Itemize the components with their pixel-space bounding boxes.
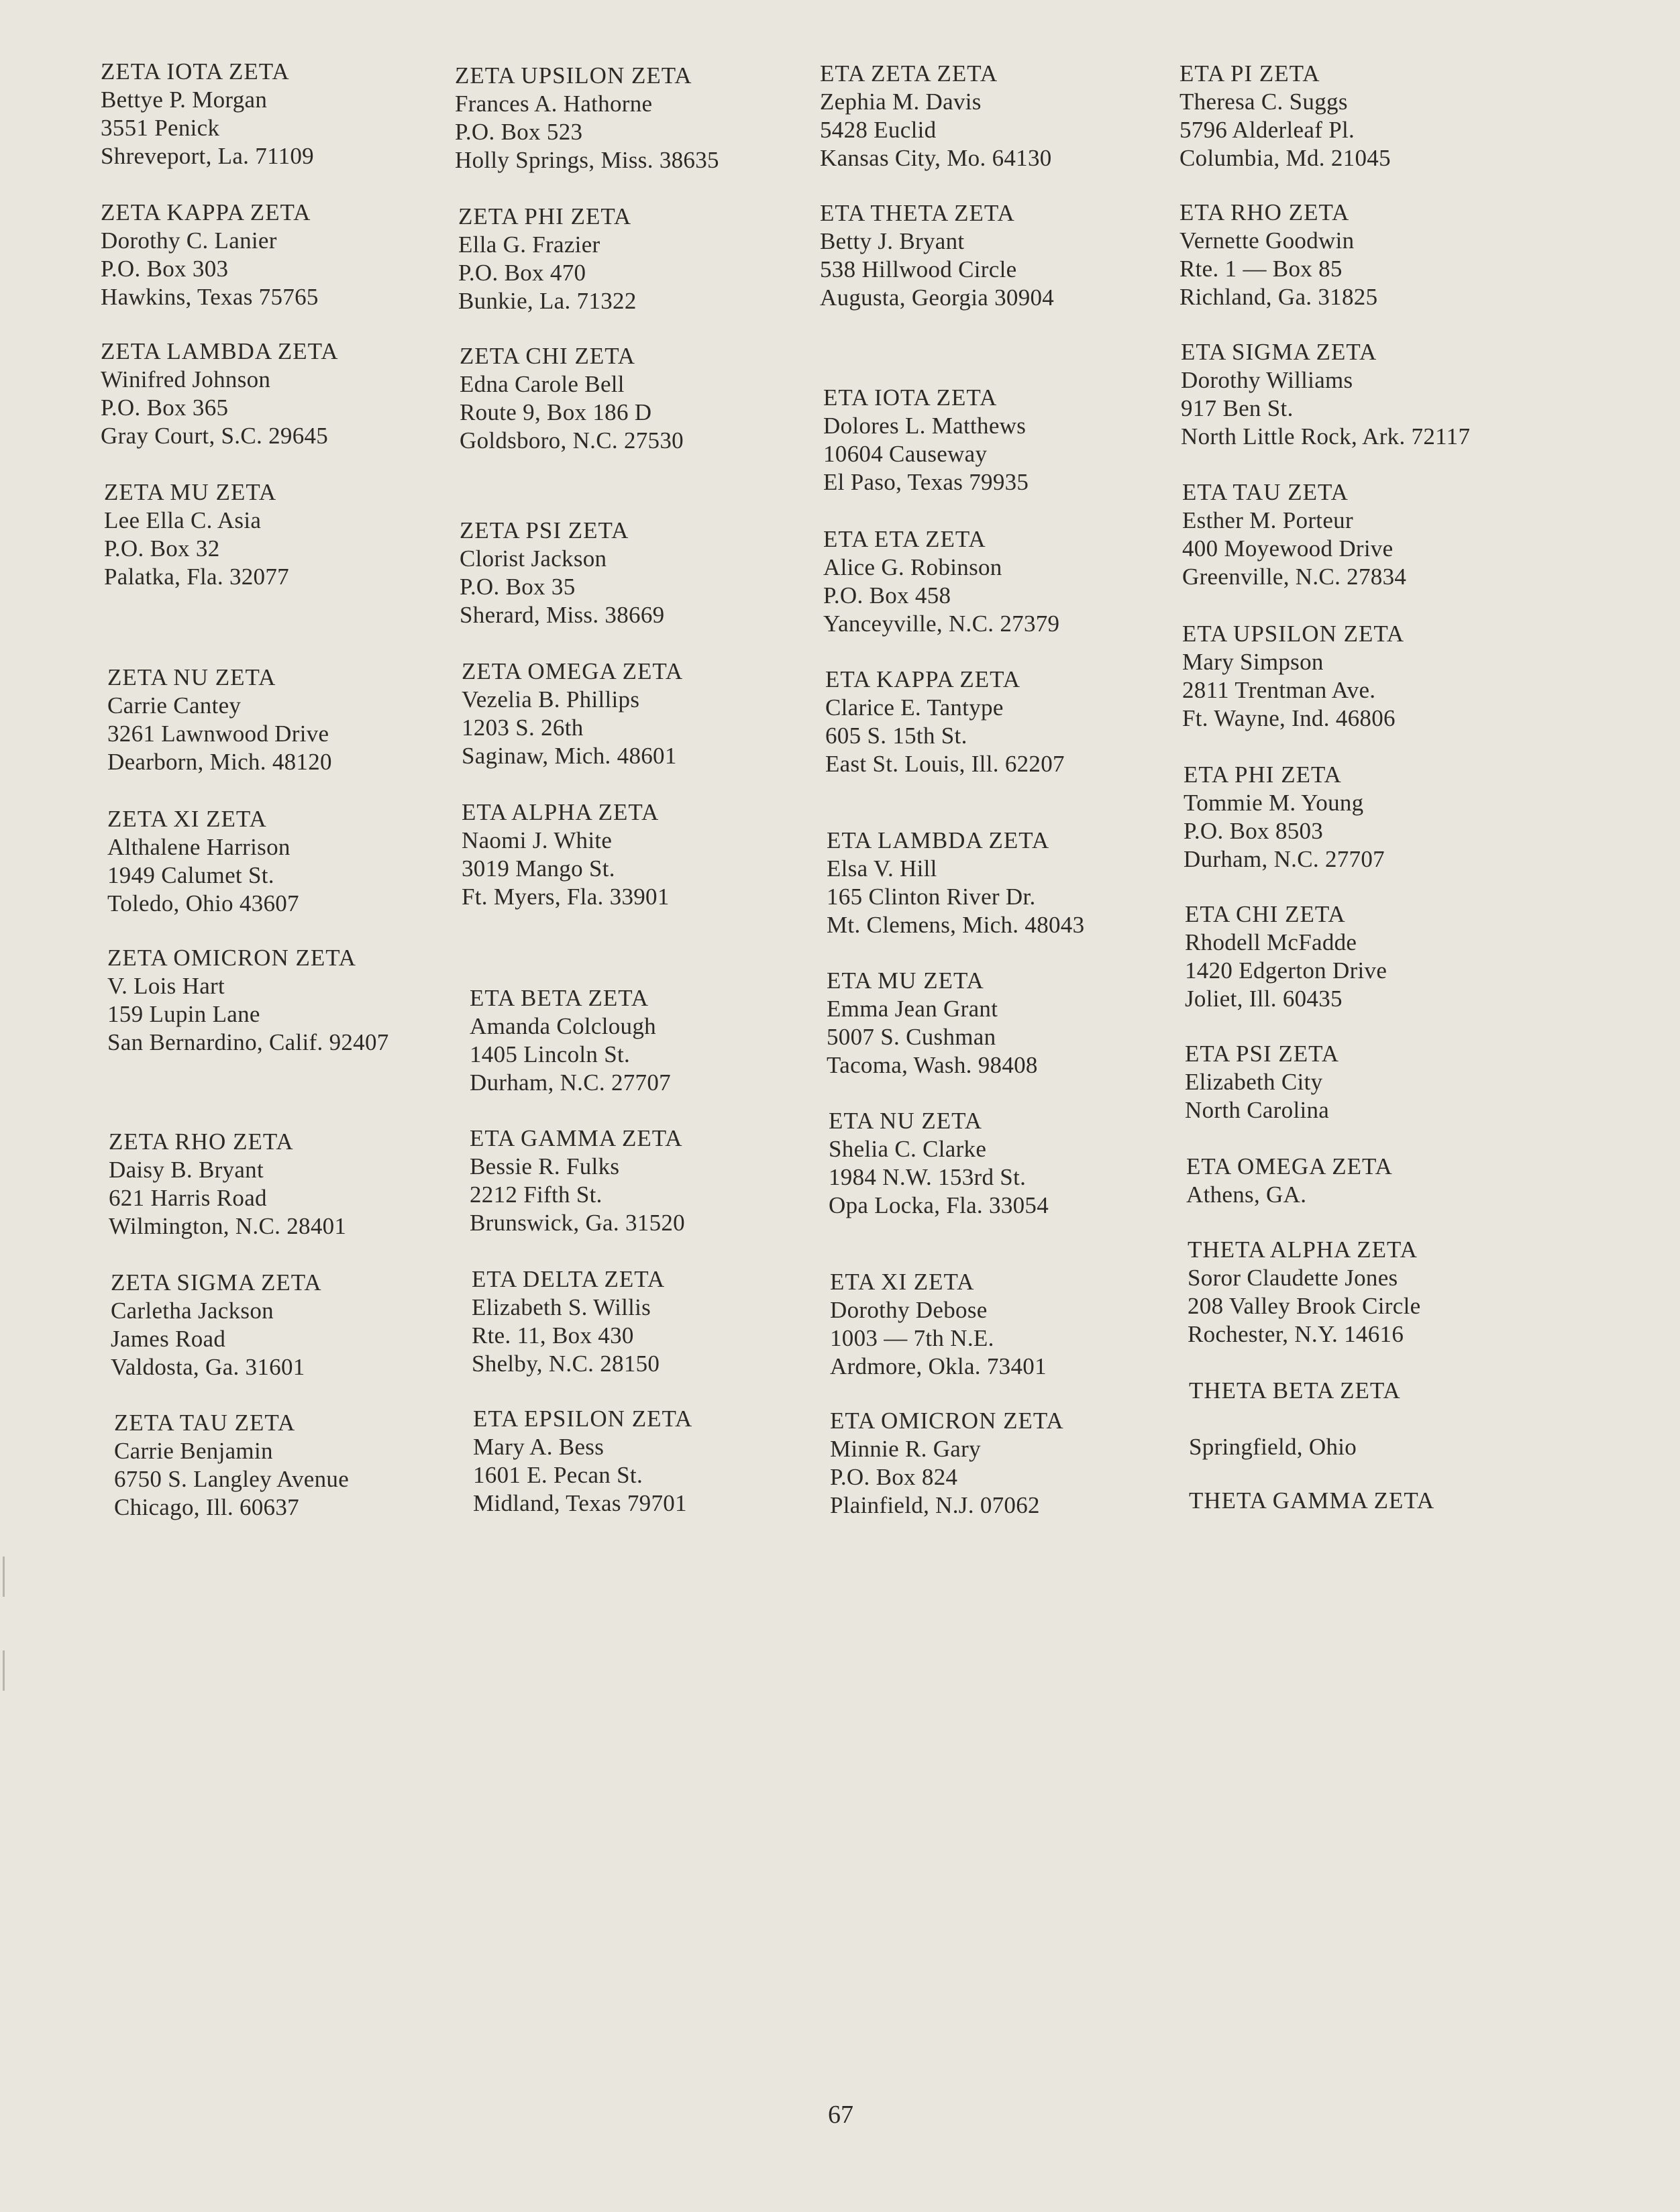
- chapter-name: ETA BETA ZETA: [470, 985, 649, 1011]
- street-address: 1003 — 7th N.E.: [830, 1325, 994, 1351]
- city-state-zip: Valdosta, Ga. 31601: [111, 1354, 305, 1380]
- entry: [470, 1124, 685, 1237]
- contact-name: Dolores L. Matthews: [823, 413, 1027, 439]
- city-state-zip: Columbia, Md. 21045: [1179, 145, 1391, 171]
- contact-name: Carrie Benjamin: [114, 1438, 273, 1464]
- city-state-zip: Durham, N.C. 27707: [1184, 846, 1385, 872]
- contact-name: Dorothy C. Lanier: [101, 227, 277, 254]
- street-address: 400 Moyewood Drive: [1182, 535, 1394, 562]
- city-state-zip: Wilmington, N.C. 28401: [109, 1213, 347, 1239]
- entry: [1179, 199, 1377, 311]
- chapter-name: ETA GAMMA ZETA: [470, 1125, 683, 1151]
- street-address: P.O. Box 32: [104, 535, 220, 562]
- entry: [455, 62, 719, 174]
- entry: [1185, 1040, 1339, 1124]
- street-address: 1601 E. Pecan St.: [473, 1462, 643, 1488]
- entry: [107, 805, 299, 918]
- chapter-name: ZETA KAPPA ZETA: [101, 199, 311, 225]
- entry: [1189, 1377, 1401, 1461]
- chapter-name: ZETA PSI ZETA: [460, 517, 629, 543]
- entry: [830, 1407, 1064, 1520]
- chapter-name: ETA CHI ZETA: [1185, 901, 1346, 927]
- entry: [823, 525, 1059, 638]
- contact-name: Zephia M. Davis: [820, 89, 982, 115]
- city-state-zip: Palatka, Fla. 32077: [104, 564, 289, 590]
- margin-mark: [3, 1557, 5, 1597]
- city-state-zip: Hawkins, Texas 75765: [101, 284, 319, 310]
- entry: [827, 967, 1038, 1079]
- contact-name: Rhodell McFadde: [1185, 929, 1357, 955]
- street-address: 159 Lupin Lane: [107, 1001, 260, 1027]
- contact-name: Amanda Colclough: [470, 1013, 656, 1039]
- contact-name: Emma Jean Grant: [827, 996, 998, 1022]
- street-address: 208 Valley Brook Circle: [1188, 1293, 1421, 1319]
- contact-name: Mary A. Bess: [473, 1434, 605, 1460]
- contact-name: Elizabeth City: [1185, 1069, 1323, 1095]
- city-state-zip: Bunkie, La. 71322: [458, 288, 637, 314]
- entry: [107, 944, 389, 1057]
- city-state-zip: San Bernardino, Calif. 92407: [107, 1029, 389, 1055]
- entry: [111, 1269, 322, 1381]
- contact-name: Shelia C. Clarke: [829, 1136, 987, 1162]
- entry: [473, 1405, 692, 1518]
- city-state-zip: Springfield, Ohio: [1189, 1434, 1357, 1460]
- contact-name: Lee Ella C. Asia: [104, 507, 262, 533]
- entry: [1189, 1487, 1434, 1515]
- chapter-name: ETA PI ZETA: [1179, 60, 1320, 87]
- city-state-zip: Sherard, Miss. 38669: [460, 602, 665, 628]
- street-address: 3019 Mango St.: [462, 855, 615, 882]
- margin-mark: [3, 1650, 5, 1691]
- contact-name: Minnie R. Gary: [830, 1436, 981, 1462]
- contact-name: Frances A. Hathorne: [455, 91, 653, 117]
- entry: [1186, 1153, 1393, 1209]
- entry: [830, 1268, 1047, 1381]
- chapter-name: ETA TAU ZETA: [1182, 479, 1349, 505]
- city-state-zip: Shelby, N.C. 28150: [472, 1351, 660, 1377]
- contact-name: Elsa V. Hill: [827, 855, 937, 882]
- entry: [101, 58, 314, 170]
- contact-name: Althalene Harrison: [107, 834, 291, 860]
- street-address: P.O. Box 523: [455, 119, 583, 145]
- street-address: 538 Hillwood Circle: [820, 256, 1017, 282]
- street-address: James Road: [111, 1326, 226, 1352]
- street-address: P.O. Box 35: [460, 574, 576, 600]
- entry: [462, 657, 683, 770]
- entry: [104, 478, 289, 591]
- page-number: 67: [828, 2101, 853, 2129]
- contact-name: Elizabeth S. Willis: [472, 1294, 651, 1320]
- entry: [107, 664, 332, 776]
- street-address: 5428 Euclid: [820, 117, 937, 143]
- entry: [1188, 1236, 1420, 1349]
- chapter-name: ZETA CHI ZETA: [460, 343, 636, 369]
- chapter-name: ETA UPSILON ZETA: [1182, 621, 1405, 647]
- chapter-name: ETA THETA ZETA: [820, 200, 1015, 226]
- street-address: 1420 Edgerton Drive: [1185, 957, 1387, 984]
- city-state-zip: Gray Court, S.C. 29645: [101, 423, 329, 449]
- chapter-name: ZETA SIGMA ZETA: [111, 1269, 322, 1296]
- entry: [823, 384, 1029, 496]
- entry: [114, 1409, 349, 1522]
- street-address: 3261 Lawnwood Drive: [107, 721, 329, 747]
- entry: [458, 203, 637, 315]
- contact-name: Vezelia B. Phillips: [462, 686, 640, 713]
- contact-name: Tommie M. Young: [1184, 790, 1364, 816]
- city-state-zip: Holly Springs, Miss. 38635: [455, 147, 719, 173]
- street-address: 2212 Fifth St.: [470, 1181, 602, 1208]
- contact-name: Dorothy Debose: [830, 1297, 988, 1323]
- contact-name: Ella G. Frazier: [458, 231, 600, 258]
- contact-name: Carrie Cantey: [107, 692, 242, 719]
- street-address: Rte. 1 — Box 85: [1179, 256, 1343, 282]
- city-state-zip: Shreveport, La. 71109: [101, 143, 314, 169]
- contact-name: Soror Claudette Jones: [1188, 1265, 1398, 1291]
- street-address: Route 9, Box 186 D: [460, 399, 652, 425]
- entry: [1179, 60, 1391, 172]
- city-state-zip: North Little Rock, Ark. 72117: [1181, 423, 1471, 450]
- contact-name: Betty J. Bryant: [820, 228, 965, 254]
- chapter-name: ETA PHI ZETA: [1184, 761, 1342, 788]
- city-state-zip: El Paso, Texas 79935: [823, 469, 1029, 495]
- city-state-zip: Rochester, N.Y. 14616: [1188, 1321, 1404, 1347]
- city-state-zip: Ardmore, Okla. 73401: [830, 1353, 1047, 1379]
- chapter-name: ZETA TAU ZETA: [114, 1410, 296, 1436]
- chapter-name: THETA BETA ZETA: [1189, 1377, 1401, 1404]
- chapter-name: ETA OMEGA ZETA: [1186, 1153, 1393, 1179]
- chapter-name: THETA GAMMA ZETA: [1189, 1487, 1435, 1514]
- chapter-name: ZETA PHI ZETA: [458, 203, 632, 229]
- entry: [1182, 478, 1406, 591]
- chapter-name: ETA OMICRON ZETA: [830, 1408, 1064, 1434]
- entry: [825, 666, 1065, 778]
- entry: [1181, 338, 1470, 451]
- entry: [460, 517, 664, 629]
- chapter-name: ETA ALPHA ZETA: [462, 799, 660, 825]
- city-state-zip: Augusta, Georgia 30904: [820, 284, 1055, 311]
- street-address: 605 S. 15th St.: [825, 723, 967, 749]
- city-state-zip: Midland, Texas 79701: [473, 1490, 687, 1516]
- street-address: 5007 S. Cushman: [827, 1024, 996, 1050]
- street-address: 165 Clinton River Dr.: [827, 884, 1036, 910]
- city-state-zip: Joliet, Ill. 60435: [1185, 986, 1343, 1012]
- city-state-zip: Goldsboro, N.C. 27530: [460, 427, 684, 454]
- street-address: Rte. 11, Box 430: [472, 1322, 634, 1349]
- street-address: P.O. Box 8503: [1184, 818, 1324, 844]
- chapter-name: ETA EPSILON ZETA: [473, 1406, 693, 1432]
- city-state-zip: Chicago, Ill. 60637: [114, 1494, 299, 1520]
- chapter-name: ZETA OMEGA ZETA: [462, 658, 684, 684]
- chapter-name: ETA PSI ZETA: [1185, 1041, 1339, 1067]
- city-state-zip: Plainfield, N.J. 07062: [830, 1492, 1040, 1518]
- entry: [827, 827, 1084, 939]
- street-address: 2811 Trentman Ave.: [1182, 677, 1376, 703]
- city-state-zip: Tacoma, Wash. 98408: [827, 1052, 1038, 1078]
- chapter-name: THETA ALPHA ZETA: [1188, 1236, 1418, 1263]
- street-address: 5796 Alderleaf Pl.: [1179, 117, 1355, 143]
- street-address: P.O. Box 458: [823, 582, 951, 609]
- city-state-zip: East St. Louis, Ill. 62207: [825, 751, 1065, 777]
- city-state-zip: Ft. Wayne, Ind. 46806: [1182, 705, 1396, 731]
- chapter-name: ZETA NU ZETA: [107, 664, 276, 690]
- city-state-zip: Richland, Ga. 31825: [1179, 284, 1378, 310]
- city-state-zip: Opa Locka, Fla. 33054: [829, 1192, 1049, 1218]
- entry: [1184, 761, 1385, 874]
- street-address: P.O. Box 365: [101, 394, 229, 421]
- entry: [1182, 620, 1404, 733]
- city-state-zip: Kansas City, Mo. 64130: [820, 145, 1052, 171]
- chapter-name: ETA LAMBDA ZETA: [827, 827, 1050, 853]
- entry: [1185, 900, 1387, 1013]
- city-state-zip: Dearborn, Mich. 48120: [107, 749, 332, 775]
- chapter-name: ETA MU ZETA: [827, 967, 984, 994]
- city-state-zip: North Carolina: [1185, 1097, 1330, 1123]
- entry: [820, 199, 1054, 312]
- street-address: 3551 Penick: [101, 115, 220, 141]
- contact-name: Bessie R. Fulks: [470, 1153, 620, 1179]
- entry: [460, 342, 684, 455]
- entry: [472, 1265, 665, 1378]
- contact-name: Esther M. Porteur: [1182, 507, 1353, 533]
- contact-name: Clarice E. Tantype: [825, 694, 1004, 721]
- contact-name: Edna Carole Bell: [460, 371, 625, 397]
- chapter-name: ZETA MU ZETA: [104, 479, 277, 505]
- entry: [109, 1128, 346, 1241]
- contact-name: Clorist Jackson: [460, 545, 607, 572]
- city-state-zip: Brunswick, Ga. 31520: [470, 1210, 685, 1236]
- contact-name: Daisy B. Bryant: [109, 1157, 264, 1183]
- street-address: 1203 S. 26th: [462, 715, 584, 741]
- chapter-name: ETA ETA ZETA: [823, 526, 986, 552]
- chapter-name: ZETA RHO ZETA: [109, 1128, 294, 1155]
- contact-name: Vernette Goodwin: [1179, 227, 1355, 254]
- street-address: 1984 N.W. 153rd St.: [829, 1164, 1027, 1190]
- city-state-zip: Toledo, Ohio 43607: [107, 890, 299, 916]
- street-address: P.O. Box 824: [830, 1464, 958, 1490]
- street-address: P.O. Box 303: [101, 256, 229, 282]
- city-state-zip: Mt. Clemens, Mich. 48043: [827, 912, 1085, 938]
- chapter-name: ZETA OMICRON ZETA: [107, 945, 357, 971]
- entry: [462, 798, 670, 911]
- contact-name: V. Lois Hart: [107, 973, 225, 999]
- contact-name: Naomi J. White: [462, 827, 613, 853]
- entry: [470, 984, 671, 1097]
- street-address: 6750 S. Langley Avenue: [114, 1466, 350, 1492]
- contact-name: Alice G. Robinson: [823, 554, 1002, 580]
- contact-name: Winifred Johnson: [101, 366, 271, 392]
- chapter-name: ETA ZETA ZETA: [820, 60, 998, 87]
- city-state-zip: Greenville, N.C. 27834: [1182, 564, 1407, 590]
- chapter-name: ETA XI ZETA: [830, 1269, 975, 1295]
- city-state-zip: Durham, N.C. 27707: [470, 1069, 671, 1096]
- contact-name: Bettye P. Morgan: [101, 87, 268, 113]
- contact-name: Theresa C. Suggs: [1179, 89, 1348, 115]
- street-address: 1405 Lincoln St.: [470, 1041, 631, 1067]
- street-address: 917 Ben St.: [1181, 395, 1294, 421]
- city-state-zip: Ft. Myers, Fla. 33901: [462, 884, 670, 910]
- city-state-zip: Saginaw, Mich. 48601: [462, 743, 677, 769]
- contact-name: Mary Simpson: [1182, 649, 1324, 675]
- chapter-name: ZETA UPSILON ZETA: [455, 62, 692, 89]
- city-state-zip: Athens, GA.: [1186, 1181, 1307, 1208]
- city-state-zip: Yanceyville, N.C. 27379: [823, 611, 1060, 637]
- entry: [101, 199, 319, 311]
- contact-name: Carletha Jackson: [111, 1298, 274, 1324]
- chapter-name: ZETA IOTA ZETA: [101, 58, 290, 85]
- chapter-name: ETA RHO ZETA: [1179, 199, 1350, 225]
- entry: [829, 1107, 1049, 1220]
- chapter-name: ETA DELTA ZETA: [472, 1266, 666, 1292]
- contact-name: Dorothy Williams: [1181, 367, 1353, 393]
- chapter-name: ETA KAPPA ZETA: [825, 666, 1021, 692]
- chapter-name: ZETA XI ZETA: [107, 806, 267, 832]
- chapter-name: ZETA LAMBDA ZETA: [101, 338, 339, 364]
- street-address: 10604 Causeway: [823, 441, 988, 467]
- chapter-name: ETA SIGMA ZETA: [1181, 339, 1377, 365]
- contact-name: [1189, 1405, 1401, 1433]
- entry: [101, 337, 339, 450]
- street-address: P.O. Box 470: [458, 260, 586, 286]
- street-address: 621 Harris Road: [109, 1185, 267, 1211]
- street-address: 1949 Calumet St.: [107, 862, 274, 888]
- entry: [820, 60, 1052, 172]
- chapter-name: ETA IOTA ZETA: [823, 384, 998, 411]
- chapter-name: ETA NU ZETA: [829, 1108, 982, 1134]
